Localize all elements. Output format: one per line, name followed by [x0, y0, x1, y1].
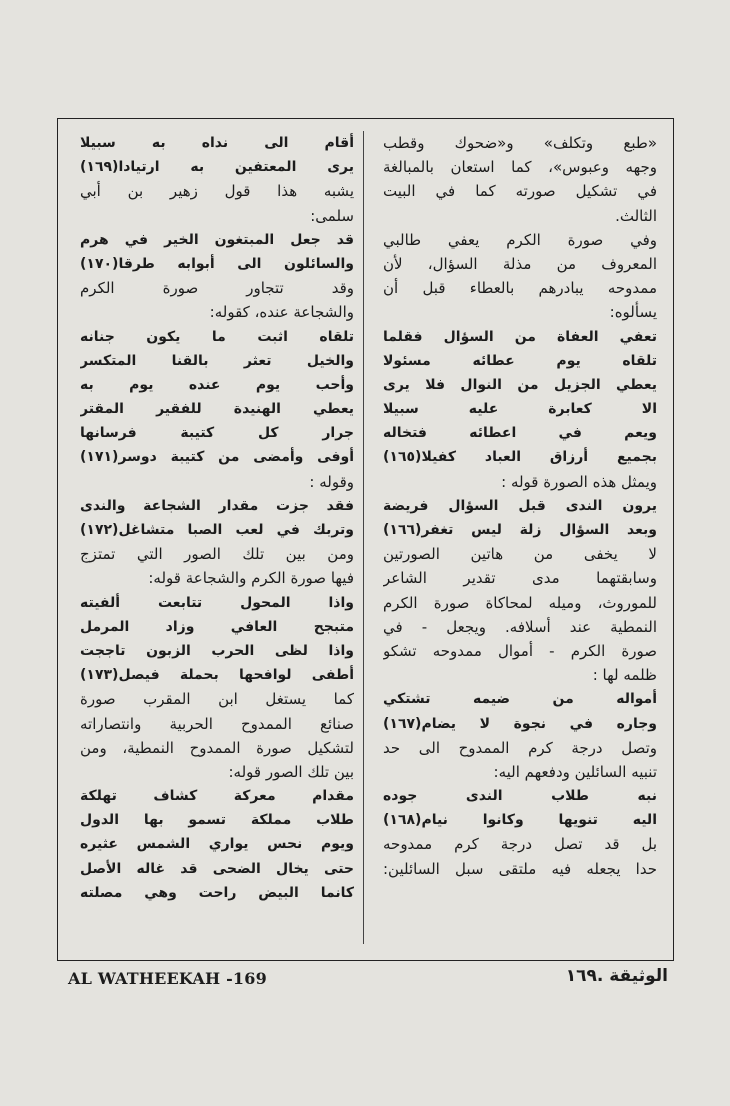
text-line: صورة الكرم - أموال ممدوحه تشكو: [383, 641, 657, 660]
verse-line: والخيل تعثر بالقنا المتكسر: [80, 352, 354, 369]
verse-line: أمواله من ضيمه تشتكي: [383, 691, 657, 708]
text-line: ومن بين تلك الصور التي تمتزج: [80, 545, 354, 564]
verse-line: واذا لظى الحرب الزبون تاججت: [80, 642, 354, 659]
verse-line: فقد جزت مقدار الشجاعة والندى: [80, 497, 354, 514]
text-line: وقد تتجاور صورة الكرم: [80, 279, 354, 298]
verse-line: متبجح العافي وزاد المرمل: [80, 618, 354, 635]
verse-line: تلقاه يوم عطائه مسئولا: [383, 352, 657, 369]
text-line: يسألوه:: [609, 303, 657, 322]
verse-line: أوفى وأمضى من كتيبة دوسر(١٧١): [80, 449, 354, 466]
verse-line: جرار كل كتيبة فرسانها: [80, 425, 354, 442]
footer-journal-name-latin: AL WATHEEKAH -169: [68, 969, 267, 988]
verse-line: اليه تنويها وكانوا نيام(١٦٨): [383, 812, 657, 829]
verse-line: كانما البيض راحت وهي مصلته: [80, 884, 354, 901]
verse-line: أطفى لوافحها بحملة فيصل(١٧٣): [80, 667, 354, 684]
text-line: ويمثل هذه الصورة قوله :: [501, 472, 657, 491]
verse-line: يرى المعتفين به ارتيادا(١٦٩): [80, 159, 354, 176]
text-line: ممدوحه يبادرهم بالعطاء قبل أن: [383, 279, 657, 298]
verse-line: الا كعابرة عليه سبيلا: [383, 401, 657, 418]
verse-line: تعفي العفاة من السؤال فقلما: [383, 328, 657, 345]
text-line: وفي صورة الكرم يعفي طالبي: [383, 230, 657, 249]
text-line: ظلمه لها :: [592, 666, 657, 685]
text-line: للموروث، وميله لمحاكاة صورة الكرم: [383, 593, 657, 612]
text-line: فيها صورة الكرم والشجاعة قوله:: [148, 569, 354, 588]
verse-line: مقدام معركة كشاف تهلكة: [80, 788, 354, 805]
text-line: وسابقتهما مدى تقدير الشاعر: [383, 569, 657, 588]
verse-line: تلقاه اثبت ما يكون جنانه: [80, 328, 354, 345]
verse-line: ويعم في اعطائه فتخاله: [383, 425, 657, 442]
verse-line: وأحب يوم عنده يوم به: [80, 376, 354, 393]
verse-line: وتربك في لعب الصبا متشاغل(١٧٢): [80, 522, 354, 538]
verse-line: يعطي الهنيدة للفقير المقتر: [80, 401, 354, 418]
text-line: حدا يجعله فيه ملتقى سبل السائلين:: [383, 859, 657, 878]
footer-journal-name-arabic: الوثيقة .١٦٩: [565, 966, 668, 986]
text-line: بين تلك الصور قوله:: [228, 762, 354, 781]
verse-line: نبه طلاب الندى جوده: [383, 788, 657, 805]
text-line: تنبيه السائلين ودفعهم اليه:: [493, 762, 657, 781]
verse-line: قد جعل المبتغون الخير في هرم: [80, 231, 354, 248]
text-line: الثالث.: [615, 206, 657, 225]
left-text-column: [80, 131, 354, 905]
verse-line: وبعد السؤال زلة ليس تغفر(١٦٦): [383, 522, 657, 538]
text-line: «طبع وتكلف» و«ضحوك وقطب: [383, 134, 657, 152]
verse-line: طلاب مملكة تسمو بها الدول: [80, 812, 354, 829]
text-line: في تشكيل صورته كما في البيت: [383, 182, 657, 201]
column-divider: [363, 131, 364, 944]
text-line: صنائع الممدوح الحربية وانتصاراته: [80, 714, 354, 733]
text-line: بل قد تصل درجة كرم ممدوحه: [383, 835, 657, 854]
verse-line: بجميع أرزاق العباد كفيلا(١٦٥): [383, 449, 657, 466]
text-line: يشبه هذا قول زهير بن أبي: [80, 182, 354, 201]
verse-line: ويوم نحس يواري الشمس عثيره: [80, 836, 354, 853]
text-line: والشجاعة عنده، كقوله:: [209, 303, 354, 322]
text-line: كما يستغل ابن المقرب صورة: [80, 690, 354, 709]
text-line: المعروف من مذلة السؤال، لأن: [383, 254, 657, 273]
verse-line: حتى يخال الضحى قد غاله الأصل: [80, 860, 354, 877]
verse-line: واذا المحول تتابعت ألفيته: [80, 594, 354, 611]
right-text-column: [383, 131, 657, 881]
verse-line: أقام الى نداه به سبيلا: [80, 135, 354, 151]
text-line: سلمى:: [310, 206, 354, 225]
verse-line: يرون الندى قبل السؤال فريضة: [383, 497, 657, 514]
text-line: وقوله :: [309, 472, 354, 491]
verse-line: وجاره في نجوة لا يضام(١٦٧): [383, 715, 657, 732]
page-frame: [57, 118, 674, 961]
verse-line: يعطي الجزيل من النوال فلا يرى: [383, 376, 657, 393]
text-line: النمطية عند أسلافه. ويجعل - في: [383, 617, 657, 636]
text-line: وجهه وعبوس»، كما استعان بالمبالغة: [383, 158, 657, 177]
text-line: لا يخفى من هاتين الصورتين: [383, 545, 657, 564]
text-line: وتصل درجة كرم الممدوح الى حد: [383, 738, 657, 757]
text-line: لتشكيل صورة الممدوح النمطية، ومن: [80, 738, 354, 757]
verse-line: والسائلون الى أبوابه طرقا(١٧٠): [80, 255, 354, 272]
